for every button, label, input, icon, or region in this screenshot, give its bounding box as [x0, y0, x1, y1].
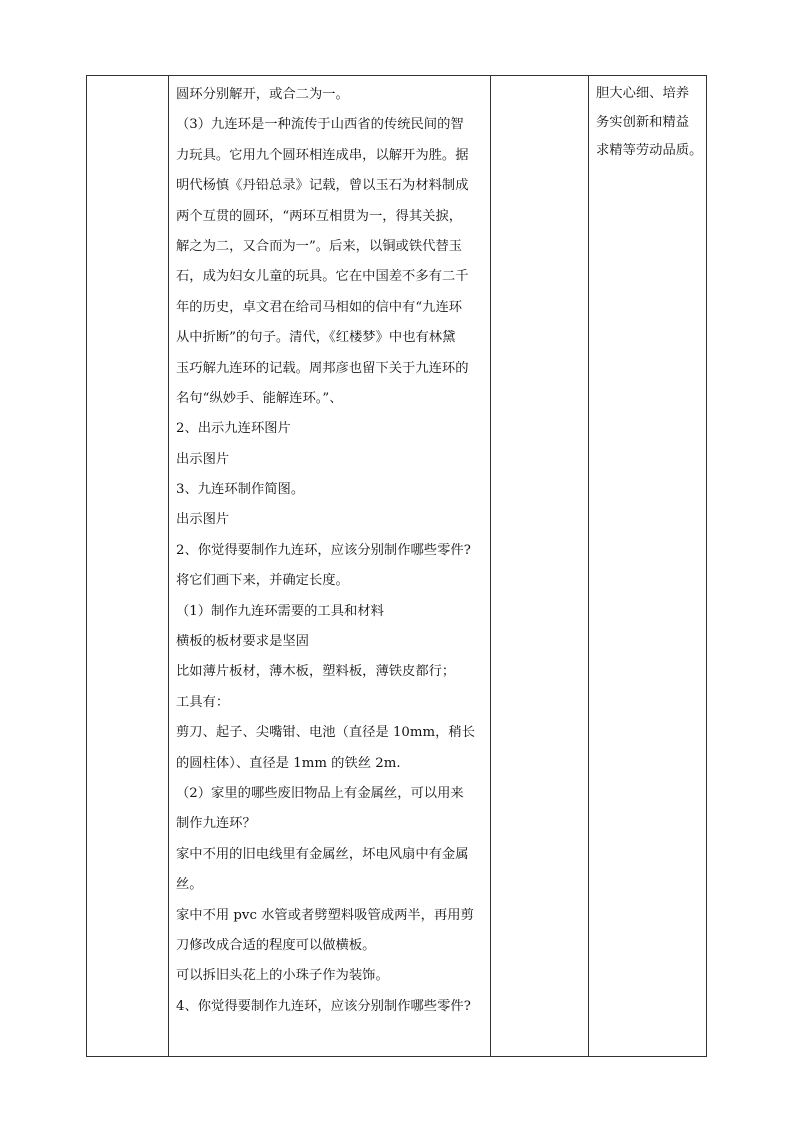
- note-line: 求精等劳动品质。: [596, 143, 703, 159]
- note-line: 务实创新和精益: [596, 114, 690, 130]
- column-divider: [168, 76, 169, 1056]
- content-line: 4、你觉得要制作九连环，应该分别制作哪些零件?: [176, 998, 471, 1014]
- content-line: 的圆柱体）、直径是 1mm 的铁丝 2m.: [176, 755, 401, 771]
- content-line: 2、出示九连环图片: [176, 421, 291, 437]
- content-line: 明代杨慎《丹铅总录》记载，曾以玉石为材料制成: [176, 178, 469, 194]
- content-line: 两个互贯的圆环，“两环互相贯为一，得其关捩，: [176, 208, 463, 224]
- content-line: 横板的板材要求是坚固: [176, 634, 309, 650]
- content-line: 名句“纵妙手、能解连环。”、: [176, 390, 343, 406]
- content-line: 出示图片: [176, 451, 230, 467]
- content-line: 丝。: [176, 877, 203, 893]
- design-intent-cell: [596, 80, 706, 166]
- content-line: 解之为二，又合而为一”。后来，以铜或铁代替玉: [176, 238, 463, 254]
- content-line: 力玩具。它用九个圆环相连成串，以解开为胜。据: [176, 147, 469, 163]
- content-line: 3、九连环制作简图。: [176, 482, 305, 498]
- column-divider: [490, 76, 491, 1056]
- content-line: 年的历史，卓文君在给司马相如的信中有“九连环: [176, 299, 463, 315]
- column-divider: [588, 76, 589, 1056]
- teaching-content-text: [176, 80, 488, 1022]
- content-line: 刀修改成合适的程度可以做横板。: [176, 937, 376, 953]
- content-line: 工具有：: [176, 694, 230, 710]
- note-line: 胆大心细、培养: [596, 86, 690, 101]
- teaching-content-cell: [176, 80, 488, 1022]
- content-line: 玉巧解九连环的记载。周邦彦也留下关于九连环的: [176, 360, 469, 376]
- content-line: 家中不用 pvc 水管或者劈塑料吸管成两半，再用剪: [176, 907, 474, 923]
- content-line: 圆环分别解开，或合二为一。: [176, 87, 349, 102]
- content-line: 石，成为妇女儿童的玩具。它在中国差不多有二千: [176, 269, 469, 285]
- content-line: 可以拆旧头花上的小珠子作为装饰。: [176, 968, 389, 984]
- content-line: 制作九连环？: [176, 816, 256, 832]
- content-line: 2、你觉得要制作九连环，应该分别制作哪些零件?: [176, 542, 471, 558]
- lesson-plan-table: [86, 75, 707, 1057]
- content-line: 剪刀、起子、尖嘴钳、电池（直径是 10mm，稍长: [176, 725, 476, 741]
- content-line: 从中折断”的句子。清代，《红楼梦》中也有林黛: [176, 330, 456, 346]
- content-line: 家中不用的旧电线里有金属丝，坏电风扇中有金属: [176, 846, 469, 862]
- design-intent-text: [596, 80, 706, 166]
- content-line: 将它们画下来，并确定长度。: [176, 573, 349, 589]
- content-line: 出示图片: [176, 512, 230, 528]
- content-line: （3）九连环是一种流传于山西省的传统民间的智: [176, 117, 464, 133]
- content-line: （1）制作九连环需要的工具和材料: [176, 603, 384, 619]
- content-line: （2）家里的哪些废旧物品上有金属丝，可以用来: [176, 785, 464, 801]
- content-line: 比如薄片板材，薄木板，塑料板，薄铁皮都行；: [176, 664, 456, 680]
